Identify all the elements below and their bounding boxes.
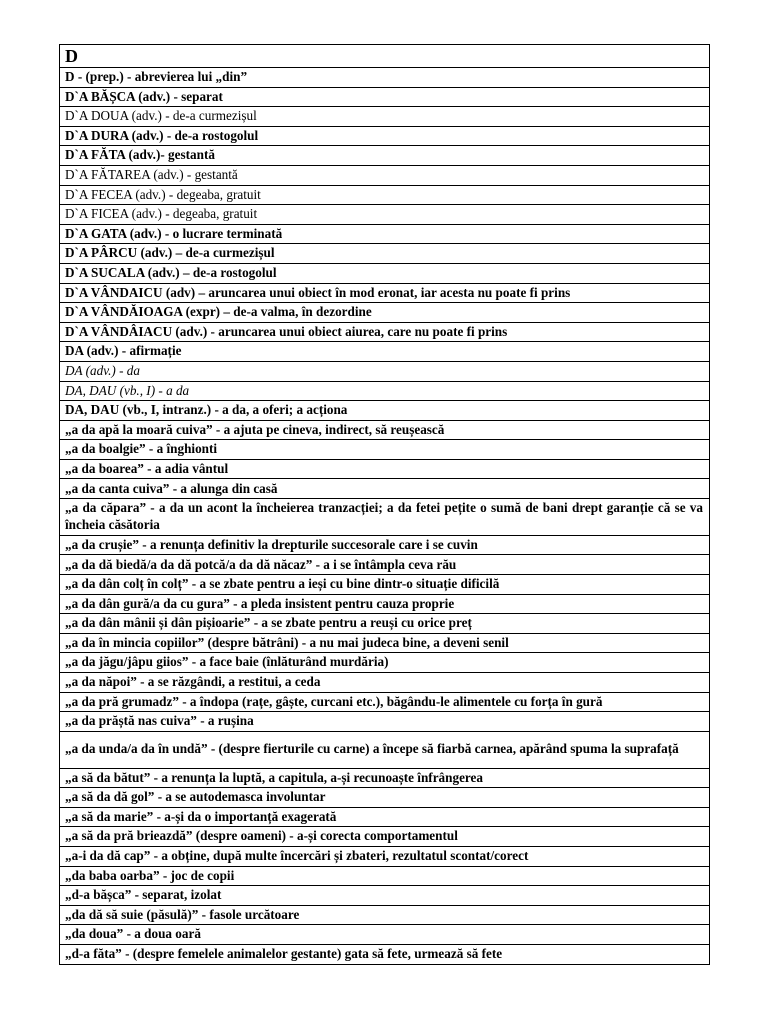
dictionary-entry-row — [60, 342, 710, 362]
dictionary-entry-row — [60, 107, 710, 127]
dictionary-entry: D`A PÂRCU (adv.) – de-a curmezișul — [60, 244, 710, 264]
dictionary-entry-row — [60, 846, 710, 866]
dictionary-entry-row — [60, 205, 710, 225]
dictionary-entry: D`A VÂNDÂIACU (adv.) - aruncarea unui obiect aiurea, care nu poate fi prins — [60, 322, 710, 342]
dictionary-entry-row — [60, 712, 710, 732]
dictionary-entry: „a da dân colț în colț” - a se zbate pentru a ieși cu bine dintr-o situație dificilă — [60, 575, 710, 595]
dictionary-entry-row — [60, 126, 710, 146]
dictionary-entry-row — [60, 479, 710, 499]
dictionary-entry-row — [60, 68, 710, 88]
dictionary-entry-row — [60, 944, 710, 964]
dictionary-entry: D`A DURA (adv.) - de-a rostogolul — [60, 126, 710, 146]
dictionary-entry: DA (adv.) - da — [60, 361, 710, 381]
dictionary-entry-row — [60, 692, 710, 712]
dictionary-entry: D`A FĂTA (adv.)- gestantă — [60, 146, 710, 166]
dictionary-entry: „a să da marie” - a-și da o importanță exagerată — [60, 807, 710, 827]
dictionary-entry: D`A VÂNDAICU (adv) – aruncarea unui obiect în mod eronat, iar acesta nu poate fi prins — [60, 283, 710, 303]
dictionary-entry-row — [60, 535, 710, 555]
dictionary-entry-row — [60, 263, 710, 283]
dictionary-entry: DA, DAU (vb., I, intranz.) - a da, a oferi; a acționa — [60, 401, 710, 421]
dictionary-entry: „a da prăștă nas cuiva” - a rușina — [60, 712, 710, 732]
dictionary-entry-row — [60, 768, 710, 788]
dictionary-entry: „a da pră grumadz” - a îndopa (rațe, gâște, curcani etc.), băgându-le alimentele cu forța în gură — [60, 692, 710, 712]
dictionary-entry-row — [60, 653, 710, 673]
dictionary-entry-row — [60, 807, 710, 827]
dictionary-entry-row — [60, 555, 710, 575]
dictionary-entry: D`A BĂȘCA (adv.) - separat — [60, 87, 710, 107]
dictionary-entry-row — [60, 146, 710, 166]
dictionary-entry: „a da apă la moară cuiva” - a ajuta pe cineva, indirect, să reușească — [60, 420, 710, 440]
dictionary-entry-row — [60, 594, 710, 614]
dictionary-entry: D`A FĂTAREA (adv.) - gestantă — [60, 165, 710, 185]
dictionary-entry-row — [60, 401, 710, 421]
dictionary-table — [59, 44, 710, 965]
dictionary-body — [60, 45, 710, 965]
dictionary-entry: „da baba oarba” - joc de copii — [60, 866, 710, 886]
dictionary-entry-row — [60, 886, 710, 906]
dictionary-entry: D`A DOUA (adv.) - de-a curmezișul — [60, 107, 710, 127]
dictionary-entry: D`A GATA (adv.) - o lucrare terminată — [60, 224, 710, 244]
dictionary-entry-row — [60, 440, 710, 460]
dictionary-entry: „a da boalgie” - a înghionti — [60, 440, 710, 460]
dictionary-entry: „a da jăgu/jâpu giios” - a face baie (înlăturând murdăria) — [60, 653, 710, 673]
dictionary-entry: D - (prep.) - abrevierea lui „din” — [60, 68, 710, 88]
dictionary-entry: DA, DAU (vb., I) - a da — [60, 381, 710, 401]
dictionary-entry: „a da canta cuiva” - a alunga din casă — [60, 479, 710, 499]
dictionary-entry-row — [60, 788, 710, 808]
dictionary-entry: „a da dân mânii și dân pișioarie” - a se zbate pentru a reuși cu orice preț — [60, 614, 710, 634]
dictionary-entry-row — [60, 244, 710, 264]
dictionary-entry: „a da boarea” - a adia vântul — [60, 459, 710, 479]
dictionary-entry-row — [60, 673, 710, 693]
dictionary-entry-row — [60, 905, 710, 925]
dictionary-entry-row — [60, 499, 710, 536]
dictionary-entry: „a să da pră brieazdă” (despre oameni) - a-și corecta comportamentul — [60, 827, 710, 847]
dictionary-entry: „a da în mincia copiilor” (despre bătrâni) - a nu mai judeca bine, a deveni senil — [60, 633, 710, 653]
dictionary-entry: D`A FECEA (adv.) - degeaba, gratuit — [60, 185, 710, 205]
section-letter: D — [60, 45, 710, 68]
dictionary-entry: „a-i da dă cap” - a obține, după multe încercări și zbateri, rezultatul scontat/corect — [60, 846, 710, 866]
dictionary-entry: „d-a făta” - (despre femelele animalelor gestante) gata să fete, urmează să fete — [60, 944, 710, 964]
dictionary-entry: „a da căpara” - a da un acont la încheierea tranzacției; a da fetei pețite o sumă de bani drept garanție că se va încheia căsătoria — [60, 499, 710, 536]
section-header-row — [60, 45, 710, 68]
dictionary-entry-row — [60, 575, 710, 595]
document-page — [59, 44, 710, 965]
dictionary-entry-row — [60, 614, 710, 634]
dictionary-entry: „a da unda/a da în undă” - (despre fierturile cu carne) a începe să fiarbă carnea, apărând spuma la suprafață — [60, 731, 710, 768]
dictionary-entry-row — [60, 459, 710, 479]
dictionary-entry-row — [60, 165, 710, 185]
dictionary-entry-row — [60, 731, 710, 768]
dictionary-entry: „a da crușie” - a renunța definitiv la drepturile succesorale care i se cuvin — [60, 535, 710, 555]
dictionary-entry: „a să da bătut” - a renunța la luptă, a capitula, a-și recunoaște înfrângerea — [60, 768, 710, 788]
dictionary-entry: „a da dân gură/a da cu gura” - a pleda insistent pentru cauza proprie — [60, 594, 710, 614]
dictionary-entry: „d-a bășca” - separat, izolat — [60, 886, 710, 906]
dictionary-entry-row — [60, 925, 710, 945]
dictionary-entry-row — [60, 420, 710, 440]
dictionary-entry-row — [60, 283, 710, 303]
dictionary-entry: D`A SUCALA (adv.) – de-a rostogolul — [60, 263, 710, 283]
dictionary-entry-row — [60, 827, 710, 847]
dictionary-entry: D`A VÂNDĂIOAGA (expr) – de-a valma, în dezordine — [60, 303, 710, 323]
dictionary-entry-row — [60, 322, 710, 342]
dictionary-entry: „a să da dă gol” - a se autodemasca involuntar — [60, 788, 710, 808]
dictionary-entry: DA (adv.) - afirmație — [60, 342, 710, 362]
dictionary-entry-row — [60, 87, 710, 107]
dictionary-entry-row — [60, 185, 710, 205]
dictionary-entry-row — [60, 361, 710, 381]
dictionary-entry: D`A FICEA (adv.) - degeaba, gratuit — [60, 205, 710, 225]
dictionary-entry: „a da dă biedă/a da dă potcă/a da dă năcaz” - a i se întâmpla ceva rău — [60, 555, 710, 575]
dictionary-entry: „da dă să suie (păsulă)” - fasole urcătoare — [60, 905, 710, 925]
dictionary-entry: „a da năpoi” - a se răzgândi, a restitui, a ceda — [60, 673, 710, 693]
dictionary-entry-row — [60, 633, 710, 653]
dictionary-entry-row — [60, 381, 710, 401]
dictionary-entry: „da doua” - a doua oară — [60, 925, 710, 945]
dictionary-entry-row — [60, 303, 710, 323]
dictionary-entry-row — [60, 866, 710, 886]
dictionary-entry-row — [60, 224, 710, 244]
